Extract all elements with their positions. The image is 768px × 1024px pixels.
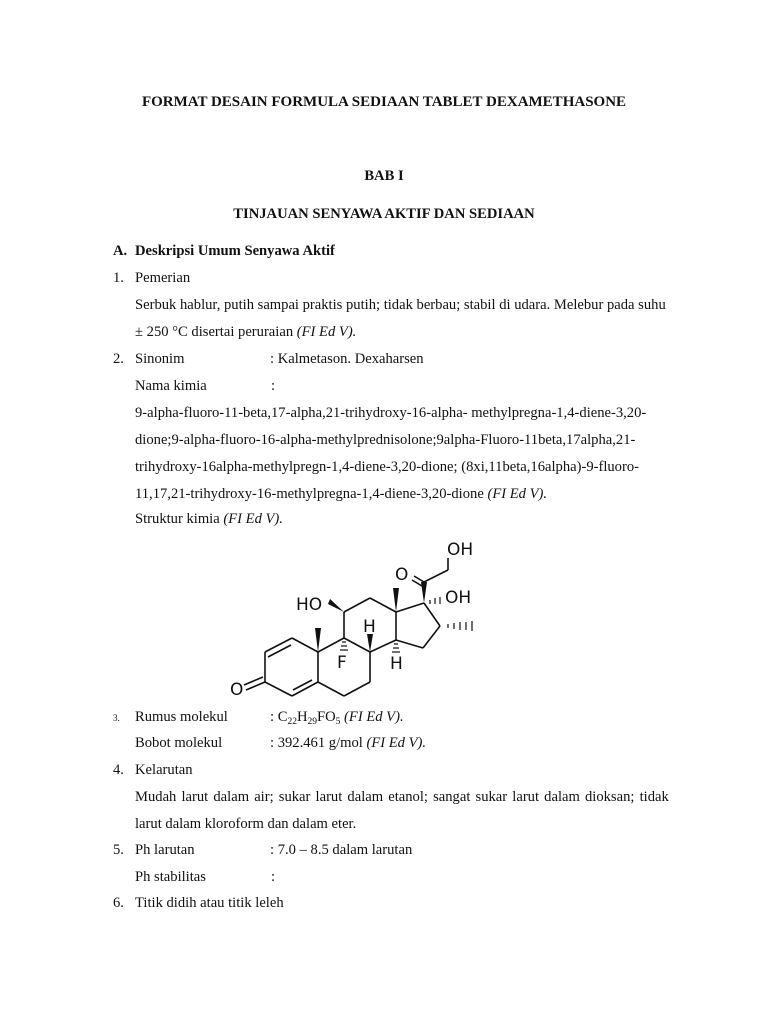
formula-subscript: 29 (307, 717, 317, 727)
structure-label-f-9: F (337, 653, 347, 673)
section-title: Deskripsi Umum Senyawa Aktif (135, 243, 335, 259)
item-label-pemerian: Pemerian (135, 270, 191, 286)
bobot-label: Bobot molekul (135, 735, 223, 751)
reference: (FI Ed V). (366, 735, 427, 751)
nama-kimia-line: dione;9-alpha-fluoro-16-alpha-methylprednisolone;9alpha-Fluoro-11beta,17alpha,21- (135, 432, 636, 448)
colon: : (270, 709, 278, 725)
kelarutan-text-cont: larut dalam kloroform dan dalam eter. (135, 816, 357, 832)
pemerian-text-cont (135, 325, 356, 340)
document-title: FORMAT DESAIN FORMULA SEDIAAN TABLET DEXAMETHASONE (141, 94, 627, 110)
structure-label-oh-17: OH (445, 588, 472, 608)
nama-kimia-label: Nama kimia (135, 378, 207, 394)
item-number: 1. (113, 270, 124, 286)
struktur-label: Struktur kimia (135, 511, 224, 527)
reference: (FI Ed V). (340, 709, 404, 725)
bobot-number: : 392.461 g/mol (270, 735, 367, 751)
structure-label-ho-11: HO (296, 595, 323, 615)
section-marker: A. (113, 243, 128, 259)
dexamethasone-structure-image (225, 535, 495, 700)
struktur-kimia-label (135, 512, 283, 527)
nama-kimia-line: 9-alpha-fluoro-11-beta,17-alpha,21-trihydroxy-16-alpha- methylpregna-1,4-diene-3,20- (135, 405, 647, 421)
item-label-sinonim: Sinonim (135, 351, 185, 367)
structure-label-o-3: O (230, 680, 244, 700)
formula-element: H (296, 709, 308, 725)
kelarutan-text: Mudah larut dalam air; sukar larut dalam etanol; sangat sukar larut dalam dioksan; tidak (135, 789, 669, 805)
formula-subscript: 22 (287, 717, 297, 727)
item-label-titik: Titik didih atau titik leleh (135, 895, 284, 911)
formula-element: FO (316, 709, 336, 725)
ph-stabilitas-value: : (271, 869, 276, 885)
item-number: 6. (113, 895, 124, 911)
chapter-number: BAB I (364, 168, 404, 184)
nama-kimia-colon: : (271, 378, 276, 394)
rumus-value (270, 710, 404, 725)
item-number: 3. (113, 713, 120, 723)
reference: (FI Ed V). (487, 486, 548, 502)
sinonim-value: : Kalmetason. Dexaharsen (270, 351, 424, 367)
ph-stabilitas-label: Ph stabilitas (135, 869, 206, 885)
formula-element: C (277, 709, 288, 725)
structure-label-oh-top: OH (447, 540, 474, 560)
bobot-value (270, 736, 426, 751)
item-number: 2. (113, 351, 124, 367)
structure-label-o-ketone: O (395, 565, 409, 585)
nama-kimia-line: 11,17,21-trihydroxy-16-methylpregna-1,4-diene-3,20-dione (135, 486, 488, 502)
pemerian-text-2: ± 250 °C disertai peruraian (135, 324, 297, 340)
chapter-title: TINJAUAN SENYAWA AKTIF DAN SEDIAAN (233, 206, 535, 222)
formula-subscript: 5 (335, 717, 341, 727)
item-number: 4. (113, 762, 124, 778)
reference: (FI Ed V). (223, 511, 283, 527)
nama-kimia-line-last (135, 487, 547, 502)
structure-label-h-8: H (363, 617, 376, 637)
item-label-kelarutan: Kelarutan (135, 762, 193, 778)
nama-kimia-line: trihydroxy-16alpha-methylpregn-1,4-diene-3,20-dione; (8xi,11beta,16alpha)-9-fluoro- (135, 459, 639, 475)
item-label-ph: Ph larutan (135, 842, 195, 858)
structure-label-h-14: H (390, 654, 403, 674)
item-label-rumus: Rumus molekul (135, 709, 228, 725)
pemerian-text: Serbuk hablur, putih sampai praktis putih; tidak berbau; stabil di udara. Melebur pada suhu (135, 297, 666, 313)
ph-value: : 7.0 – 8.5 dalam larutan (270, 842, 413, 858)
item-number: 5. (113, 842, 124, 858)
reference: (FI Ed V). (296, 324, 357, 340)
